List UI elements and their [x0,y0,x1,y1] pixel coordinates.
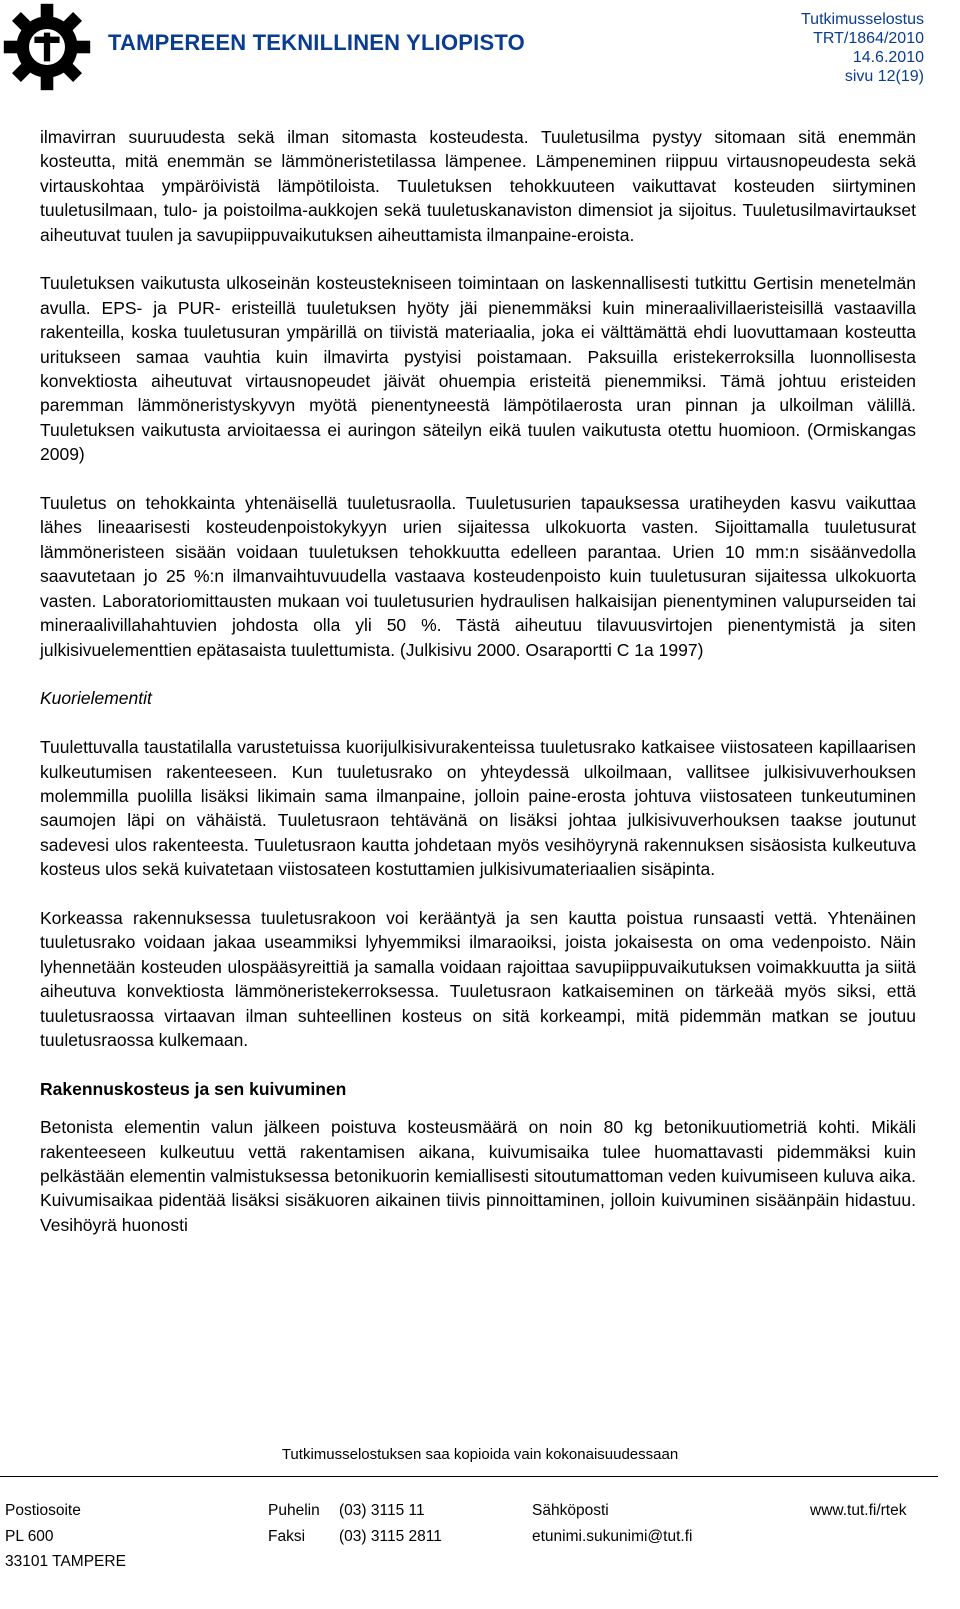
paragraph: Tuuletuksen vaikutusta ulkoseinän kosteustekniseen toimintaan on laskennallisesti tutkittu Gertisin menetelmän avulla. EPS- ja PUR- eristeillä tuuletuksen hyöty jäi pienemmäksi kuin mineraalivillaeristeisillä vastaavilla rakenteilla, koska tuuletusuran ympärillä on tiivistä materiaalia, joka ei välttämättä ehdi luovuttamaan kosteutta uritukseen samaa vauhtia kuin ilmavirta pystyisi poistamaan. Paksuilla eristekerroksilla luonnollisesta konvektiosta aiheutuvat virtausnopeudet jäivät ohuempia eristeitä pienemmiksi. Tämä johtuu eristeiden paremman lämmöneristyskyvyn myötä pienentyneestä lämpötilaerosta uran pinnan ja ulkoilman välillä. Tuuletuksen vaikutusta arvioitaessa ei auringon säteilyn eikä tuulen vaikutusta otettu huomioon. (Ormiskangas 2009) [40,273,916,465]
paragraph: Tuulettuvalla taustatilalla varustetuissa kuorijulkisivurakenteissa tuuletusrako katkaisee viistosateen kapillaarisen kulkeutumisen rakenteeseen. Kun tuuletusrako on yhteydessä ulkoilmaan, vallitsee julkisivuverhouksen molemmilla puolilla lisäksi likimain sama ilmanpaine, jolloin paine-erosta johtuva viistosateen tunkeutuminen saumojen läpi on vähäistä. Tuuletusraon tehtävänä on lisäksi johtaa julkisivuverhouksen taakse joutunut sadevesi ulos rakenteesta. Tuuletusraon kautta johdetaan myös vesihöyrynä rakennuksen sisäosista kulkeutuva kosteus ulos sekä kuivatetaan viistosateen kostuttamien julkisivumateriaalien sisäpinta. [40,737,916,880]
postal-label: Postiosoite [5,1502,81,1519]
email-label: Sähköposti [532,1502,609,1519]
document-meta [801,10,924,86]
phone-label: Puhelin [268,1502,320,1519]
gear-logo-icon [2,2,92,92]
document-type: Tutkimusselostus [801,11,924,28]
phone-number: (03) 3115 11 [339,1502,425,1519]
paragraph: ilmavirran suuruudesta sekä ilman sitomasta kosteudesta. Tuuletusilma pystyy sitomaan sitä enemmän kosteutta, mitä enemmän se lämmöneristetilassa lämpenee. Lämpeneminen riippuu virtausnopeudesta sekä virtauskohtaa ympäröivistä lämpötiloista. Tuuletuksen tehokkuuteen vaikuttavat kosteuden siirtyminen tuuletusilmaan, tulo- ja poistoilma-aukkojen sekä tuuletuskanaviston dimensiot ja sijoitus. Tuuletusilmavirtaukset aiheutuvat tuulen ja savupiippuvaikutuksen aiheuttamista ilmanpaine-eroista. [40,127,916,245]
document-body [40,125,916,1237]
website-block [810,1498,906,1524]
postal-box: PL 600 [5,1527,54,1545]
section-heading-bold: Rakennuskosteus ja sen kuivuminen [40,1078,347,1099]
postal-city: 33101 TAMPERE [5,1553,126,1570]
postal-address [5,1498,126,1575]
website-link[interactable]: www.tut.fi/rtek [810,1502,907,1519]
email-block [532,1498,692,1549]
document-date: 14.6.2010 [852,49,924,66]
phone-labels [268,1498,320,1549]
page-number: sivu 12(19) [844,68,924,85]
paragraph: Betonista elementin valun jälkeen poistuva kosteusmäärä on noin 80 kg betonikuutiometriä kohti. Mikäli rakenteeseen kulkeutuu vettä rakentamisen aikana, kuivumisaika tulee huomattavasti pidemmäksi kuin pelkästään elementin valmistuksessa betonikuorin kemiallisesti sitoutumattoman veden kuivumiseen kuluva aika. Kuivumisaikaa pidentää lisäksi sisäkuoren aikainen tiivis pinnoittaminen, jolloin kuivuminen sisäänpäin hidastuu. Vesihöyrä huonosti [40,1117,916,1235]
fax-number: (03) 3115 2811 [339,1527,442,1545]
copy-notice: Tutkimusselostuksen saa kopioida vain kokonaisuudessaan [281,1446,679,1463]
fax-label: Faksi [268,1527,306,1545]
document-id: TRT/1864/2010 [813,30,924,47]
email-address[interactable]: etunimi.sukunimi@tut.fi [532,1527,693,1545]
university-name: TAMPEREEN TEKNILLINEN YLIOPISTO [108,30,525,55]
footer-divider [0,1476,938,1477]
paragraph: Korkeassa rakennuksessa tuuletusrakoon voi kerääntyä ja sen kautta poistua runsaasti vettä. Yhtenäinen tuuletusrako voidaan jakaa useammiksi lyhyemmiksi ilmaraoiksi, joista jokaisesta on oma vedenpoisto. Näin lyhennetään kosteuden ulospääsyreittiä ja samalla voidaan rajoittaa savupiippuvaikutuksen voimakkuutta ja siitä aiheutuva konvektiosta lämmöneristekerroksessa. Tuuletusraon katkaiseminen on tärkeää myös siksi, että tuuletusraossa virtaavan ilman suhteellinen kosteus on sitä korkeampi, mitä pidemmän matkan se joutuu tuuletusraossa kulkemaan. [40,907,916,1050]
phone-values [339,1498,442,1549]
section-heading-italic: Kuorielementit [40,688,152,709]
paragraph: Tuuletus on tehokkainta yhtenäisellä tuuletusraolla. Tuuletusurien tapauksessa uratiheyden kasvu vaikuttaa lähes lineaarisesti kosteudenpoistokykyyn urien sijaitessa ulkokuorta vasten. Sijoittamalla tuuletusurat lämmöneristeen sisään voidaan tuuletuksen tehokkuutta edelleen parantaa. Urien 10 mm:n sisäänvedolla saavutetaan jo 25 %:n ilmanvaihtuvuudella vastaava kosteudenpoisto kuin tuuletusuran sijaitessa ulkokuorta vasten. Laboratoriomittausten mukaan voi tuuletusurien hydraulisen halkaisijan pienentyminen valupurseiden tai mineraalivillahahtuvien johdosta olla yli 50 %. Tästä aiheutuu tilavuusvirtojen pienentymistä ja siten julkisivuelementtien epätasaista tuulettumista. (Julkisivu 2000. Osaraportti C 1a 1997) [40,493,916,660]
